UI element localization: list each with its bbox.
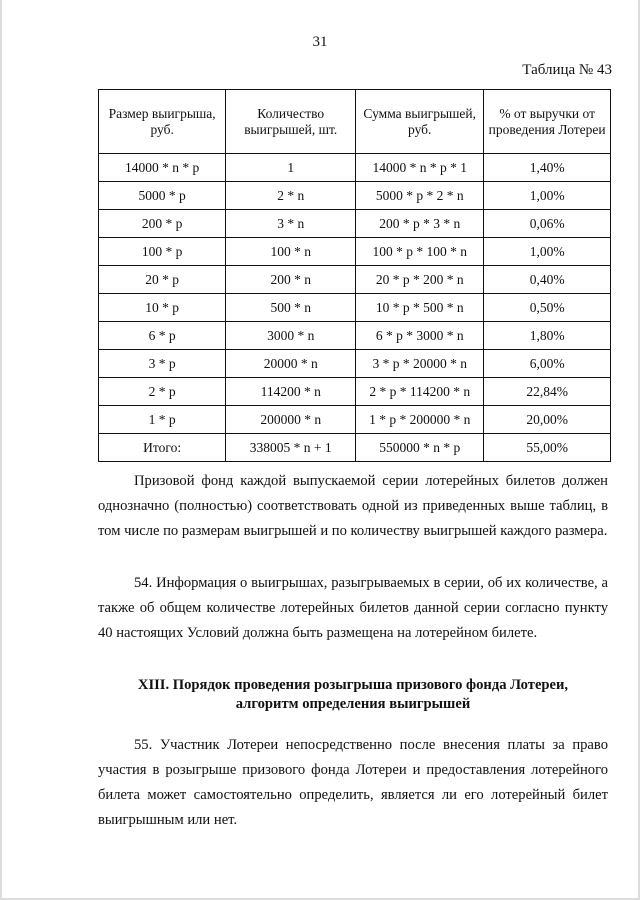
table-cell: 3000 * n <box>226 322 356 350</box>
scan-left-edge <box>0 0 2 900</box>
table-row <box>99 294 611 322</box>
table-cell: 100 * p <box>99 238 226 266</box>
table-cell: 1 * p <box>99 406 226 434</box>
table-cell: 3 * n <box>226 210 356 238</box>
header-prize-count: Количество выигрышей, шт. <box>226 90 356 154</box>
table-row <box>99 210 611 238</box>
table-row <box>99 406 611 434</box>
table-cell: 0,40% <box>484 266 611 294</box>
table-cell: 6 * p * 3000 * n <box>356 322 484 350</box>
table-row <box>99 182 611 210</box>
table-cell: 3 * p <box>99 350 226 378</box>
table-cell: 0,50% <box>484 294 611 322</box>
table-cell: 2 * p <box>99 378 226 406</box>
table-cell: 338005 * n + 1 <box>226 434 356 462</box>
table-caption: Таблица № 43 <box>522 62 612 78</box>
table-total-row <box>99 434 611 462</box>
table-cell: 2 * p * 114200 * n <box>356 378 484 406</box>
table-cell: 2 * n <box>226 182 356 210</box>
table-cell: 5000 * p * 2 * n <box>356 182 484 210</box>
table-cell: 114200 * n <box>226 378 356 406</box>
table-cell: 20 * p * 200 * n <box>356 266 484 294</box>
table-cell: 200 * p * 3 * n <box>356 210 484 238</box>
paragraph-prize-fund: Призовой фонд каждой выпускаемой серии лотерейных билетов должен однозначно (полностью) соответствовать одной из приведенных выше таблиц, в том числе по размерам выигрышей и по количеству выигрышей каждого размера. <box>98 473 608 539</box>
section-heading-line1: XIII. Порядок проведения розыгрыша призового фонда Лотереи, <box>137 677 569 693</box>
table-cell: 1 <box>226 154 356 182</box>
page-number: 31 <box>312 34 328 50</box>
table-cell: 10 * p * 500 * n <box>356 294 484 322</box>
section-heading-line2: алгоритм определения выигрышей <box>235 696 471 712</box>
table-cell: 100 * n <box>226 238 356 266</box>
table-row <box>99 350 611 378</box>
header-revenue-percent: % от выручки от проведения Лотереи <box>484 90 611 154</box>
table-cell: 0,06% <box>484 210 611 238</box>
prize-table <box>98 89 611 462</box>
table-cell: 6 * p <box>99 322 226 350</box>
section-heading <box>98 676 608 714</box>
table-cell: 1,00% <box>484 182 611 210</box>
table-cell: 500 * n <box>226 294 356 322</box>
table-header-row <box>99 90 611 154</box>
table-row <box>99 266 611 294</box>
table-cell: 55,00% <box>484 434 611 462</box>
header-prize-sum: Сумма выигрышей, руб. <box>356 90 484 154</box>
table-cell: 1,00% <box>484 238 611 266</box>
table-cell: 22,84% <box>484 378 611 406</box>
table-cell: 550000 * n * p <box>356 434 484 462</box>
table-cell: 200 * p <box>99 210 226 238</box>
table-cell: 1 * p * 200000 * n <box>356 406 484 434</box>
paragraph-55: 55. Участник Лотереи непосредственно после внесения платы за право участия в розыгрыше призового фонда Лотереи и предоставления лотерейного билета может самостоятельно определить, является ли его лотерейный билет выигрышным или нет. <box>98 737 608 828</box>
table-row <box>99 322 611 350</box>
table-cell: 3 * p * 20000 * n <box>356 350 484 378</box>
table-row <box>99 238 611 266</box>
table-cell: 1,80% <box>484 322 611 350</box>
table-cell: 20 * p <box>99 266 226 294</box>
table-cell: Итого: <box>99 434 226 462</box>
table-cell: 14000 * n * p * 1 <box>356 154 484 182</box>
table-row <box>99 154 611 182</box>
table-cell: 200000 * n <box>226 406 356 434</box>
table-cell: 20000 * n <box>226 350 356 378</box>
header-prize-size: Размер выигрыша, руб. <box>99 90 226 154</box>
table-cell: 100 * p * 100 * n <box>356 238 484 266</box>
paragraph-54: 54. Информация о выигрышах, разыгрываемых в серии, об их количестве, а также об общем количестве лотерейных билетов данной серии согласно пункту 40 настоящих Условий должна быть размещена на лотерейном билете. <box>98 575 608 641</box>
table-row <box>99 378 611 406</box>
table-cell: 20,00% <box>484 406 611 434</box>
table-cell: 14000 * n * p <box>99 154 226 182</box>
table-cell: 5000 * p <box>99 182 226 210</box>
table-cell: 200 * n <box>226 266 356 294</box>
table-cell: 6,00% <box>484 350 611 378</box>
table-body <box>99 154 611 462</box>
table-cell: 1,40% <box>484 154 611 182</box>
table-cell: 10 * p <box>99 294 226 322</box>
